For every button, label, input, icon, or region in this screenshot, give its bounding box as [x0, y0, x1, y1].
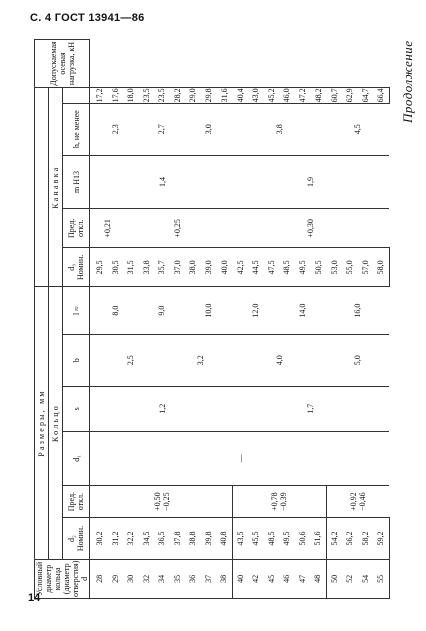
cell-b: 2,5: [90, 334, 170, 386]
cell-l: 16,0: [326, 287, 389, 334]
cell-d3: 58,0: [373, 248, 389, 287]
group-groove-header: Канавка: [49, 88, 63, 287]
cell-b: 4,0: [232, 334, 326, 386]
cell-d2: 36,5: [154, 518, 170, 559]
cell-d: 42: [248, 559, 264, 598]
cell-load: 18,0: [123, 88, 139, 104]
cell-d2: 49,5: [279, 518, 295, 559]
cell-d2: 43,5: [232, 518, 248, 559]
cell-l: 8,0: [90, 287, 139, 334]
cell-b: 5,0: [326, 334, 389, 386]
cell-load: 46,0: [279, 88, 295, 104]
cell-d3: 30,5: [108, 248, 124, 287]
cell-load: 48,2: [310, 88, 326, 104]
cell-d: 55: [373, 559, 389, 598]
cell-d2: 59,2: [373, 518, 389, 559]
cell-d: 29: [108, 559, 124, 598]
cell-d: 45: [264, 559, 280, 598]
cell-d3: 49,5: [295, 248, 311, 287]
cell-d3-tol: +0,25: [123, 209, 232, 248]
cell-load: 66,4: [373, 88, 389, 104]
cell-d: 40: [232, 559, 248, 598]
cell-d3: 35,7: [154, 248, 170, 287]
cell-m: 1,4: [90, 155, 233, 209]
cell-d: 54: [358, 559, 374, 598]
cell-load: 29,0: [185, 88, 201, 104]
group-groove-spacer: [35, 88, 49, 287]
cell-load: 64,7: [358, 88, 374, 104]
cell-d: 38: [216, 559, 232, 598]
cell-d2: 56,2: [342, 518, 358, 559]
cell-load: 17,2: [90, 88, 108, 104]
cell-d2: 58,2: [358, 518, 374, 559]
cell-d: 47: [295, 559, 311, 598]
cell-load: 23,5: [154, 88, 170, 104]
cell-d2: 45,5: [248, 518, 264, 559]
cell-d2-tol: +0,78 −0,39: [232, 485, 326, 518]
cell-d2: 50,6: [295, 518, 311, 559]
cell-d2: 34,5: [139, 518, 155, 559]
cell-s: 1,2: [90, 386, 233, 431]
cell-d: 50: [326, 559, 342, 598]
cell-d3-tol: +0,30: [232, 209, 389, 248]
cell-d3: 31,5: [123, 248, 139, 287]
cell-h: 2,3: [90, 103, 139, 155]
col-load-header: Допускаемая осевая нагрузка, кН: [35, 40, 90, 88]
cell-d3: 39,0: [201, 248, 217, 287]
cell-d: 34: [154, 559, 170, 598]
cell-load: 62,9: [342, 88, 358, 104]
table-title: Размеры, мм: [35, 287, 49, 559]
cell-b: 3,2: [170, 334, 233, 386]
cell-d: 37: [201, 559, 217, 598]
col-s-header: s: [63, 386, 90, 431]
cell-d3: 40,0: [216, 248, 232, 287]
cell-d3-tol: +0,21: [90, 209, 124, 248]
cell-load: 23,5: [139, 88, 155, 104]
cell-d2: 38,8: [185, 518, 201, 559]
cell-d3: 47,5: [264, 248, 280, 287]
cell-load: 17,6: [108, 88, 124, 104]
cell-d2: 31,2: [108, 518, 124, 559]
cell-load: 45,2: [264, 88, 280, 104]
cell-load: 28,2: [170, 88, 186, 104]
cell-l: 12,0: [232, 287, 279, 334]
cell-d: 52: [342, 559, 358, 598]
col-d3-tol-header: Пред. откл.: [63, 209, 90, 248]
cell-d: 48: [310, 559, 326, 598]
cell-h: 3,8: [232, 103, 326, 155]
cell-d3: 53,0: [326, 248, 342, 287]
col-d1-header: d₁: [63, 431, 90, 485]
cell-d2: 32,2: [123, 518, 139, 559]
cell-d: 36: [185, 559, 201, 598]
cell-l: 9,0: [139, 287, 186, 334]
col-d3-nom-header: d₃ Номин.: [63, 248, 90, 287]
cell-d3: 42,5: [232, 248, 248, 287]
continuation-label: Продолжение: [400, 40, 415, 123]
cell-d3: 44,5: [248, 248, 264, 287]
cell-d2: 39,8: [201, 518, 217, 559]
cell-s: 1,7: [232, 386, 389, 431]
page-header: С. 4 ГОСТ 13941—86: [30, 12, 145, 24]
cell-d3: 29,5: [90, 248, 108, 287]
cell-d2: 30,2: [90, 518, 108, 559]
cell-d: 32: [139, 559, 155, 598]
cell-d: 46: [279, 559, 295, 598]
header-spacer: [63, 88, 90, 104]
cell-load: 31,6: [216, 88, 232, 104]
cell-load: 60,7: [326, 88, 342, 104]
cell-d: 30: [123, 559, 139, 598]
cell-d2: 40,8: [216, 518, 232, 559]
cell-d2: 37,8: [170, 518, 186, 559]
col-d2-nom-header: d₂ Номин.: [63, 518, 90, 559]
col-l-header: l ≈: [63, 287, 90, 334]
cell-load: 29,8: [201, 88, 217, 104]
cell-h: 2,7: [139, 103, 186, 155]
col-m-header: m H13: [63, 155, 90, 209]
cell-d3: 33,8: [139, 248, 155, 287]
cell-d1: —: [90, 431, 390, 485]
dimensions-table: [34, 39, 390, 599]
cell-l: 10,0: [185, 287, 232, 334]
page-number: 14: [28, 592, 41, 604]
cell-m: 1,9: [232, 155, 389, 209]
cell-d2: 51,6: [310, 518, 326, 559]
cell-d2-tol: +0,92 −0,46: [326, 485, 389, 518]
cell-d3: 50,5: [310, 248, 326, 287]
col-d2-tol-header: Пред. откл.: [63, 485, 90, 518]
cell-load: 43,0: [248, 88, 264, 104]
cell-h: 4,5: [326, 103, 389, 155]
col-b-header: b: [63, 334, 90, 386]
cell-d2-tol: +0,50 −0,25: [90, 485, 233, 518]
col-h-header: h, не менее: [63, 103, 90, 155]
col-diameter-header: Условный диаметр кольца (диаметр отверстия) d: [35, 560, 89, 597]
cell-load: 47,2: [295, 88, 311, 104]
cell-d3: 37,0: [170, 248, 186, 287]
cell-d3: 55,0: [342, 248, 358, 287]
cell-d3: 57,0: [358, 248, 374, 287]
cell-load: 40,4: [232, 88, 248, 104]
cell-h: 3,0: [185, 103, 232, 155]
group-ring-header: Кольцо: [49, 287, 63, 559]
cell-d2: 48,5: [264, 518, 280, 559]
cell-d3: 48,5: [279, 248, 295, 287]
cell-d2: 54,2: [326, 518, 342, 559]
cell-l: 14,0: [279, 287, 326, 334]
cell-d: 28: [90, 559, 108, 598]
cell-d3: 38,0: [185, 248, 201, 287]
cell-d: 35: [170, 559, 186, 598]
